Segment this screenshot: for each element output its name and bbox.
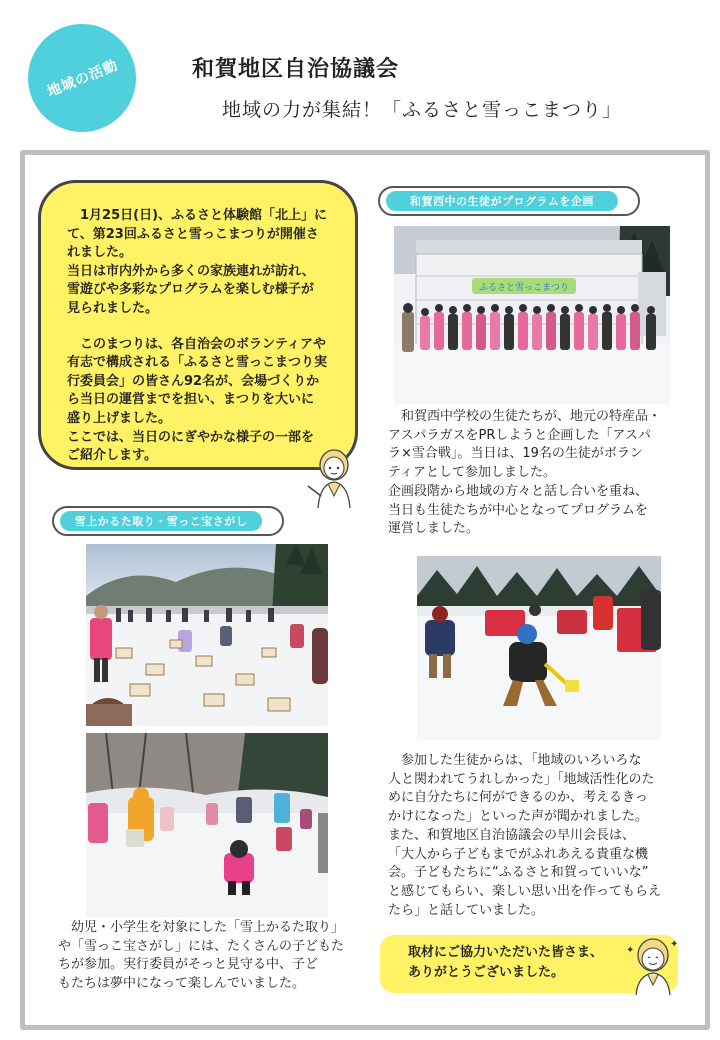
right-text-1: 和賀西中学校の生徒たちが、地元の特産品・ アスパラガスをPRしようと企画した「アスパ ラ×雪合戦」。当日は、19名の生徒がボラン ティアとして参加しました。 企画段階から地域の方々と話し合いを重ね、 当日も生徒たちが中心となってプログラムを 運営しました。 [388, 409, 662, 537]
stage-group-photo [394, 226, 670, 404]
left-section-header [52, 506, 284, 536]
stage-banner-text: ふるさと雪っこまつり [478, 283, 570, 293]
right-section-text-2 [388, 752, 692, 920]
left-caption-text: 幼児・小学生を対象にした「雪上かるた取り」 や「雪っこ宝さがし」には、たくさんの子どもた ちが参加。実行委員がそっと見守る中、子ど もたちは夢中になって楽しんでいました。 [58, 920, 345, 992]
karuta-photo [86, 544, 328, 726]
intro-paragraph-2: このまつりは、各自治会のボランティアや 有志で構成される「ふるさと雪っこまつり実 行委員会」の皆さん92名が、会場づくりか ら当日の運営までを担い、まつりを大いに 盛り上げました。 ここでは、当日のにぎやかな様子の一部を ご紹介します。 [67, 336, 328, 464]
intro-paragraph-1: 1月25日(日)、ふるさと体験館「北上」に て、第23回ふるさと雪っこまつりが開催さ れました。 当日は市内外から多くの家族連れが訪れ、 雪遊びや多彩なプログラムを楽しむ様子が 見られました。 [67, 208, 328, 316]
right-text-2: 参加した生徒からは、「地域のいろいろな 人と関われてうれしかった」「地域活性化のた めに自分たちに何ができるのか、考えるきっ かけになった」といった声が聞かれました。 また、和賀地区自治協議会の早川会長は、 「大人から子どもまでがふれあえる貴重な機 会。子どもたちに“ふるさと和賀っていいな” と感じてもらい、楽しい思い出を作ってもらえ たら」と話していました。 [388, 753, 662, 918]
teacher-illustration-icon [304, 448, 362, 510]
thanks-illustration-icon [622, 933, 684, 995]
svg-text:✦: ✦ [626, 945, 635, 956]
organization-title: 和賀地区自治協議会 [192, 57, 400, 82]
left-section-caption [58, 919, 358, 994]
snowball-fight-photo [417, 556, 661, 740]
intro-box [38, 180, 358, 470]
treasure-hunt-photo [86, 733, 328, 917]
headline: 地域の力が集結！「ふるさと雪っこまつり」 [222, 99, 623, 121]
right-section-header [378, 186, 640, 216]
left-section-title: 雪上かるた取り・雪っこ宝さがし [60, 511, 262, 531]
thanks-text: 取材にご協力いただいた皆さま、 ありがとうございました。 [408, 945, 604, 980]
right-section-title: 和賀西中の生徒がプログラムを企画 [386, 191, 618, 211]
badge-label: 地域の活動 [44, 57, 121, 101]
section-badge [28, 24, 136, 132]
right-section-text-1 [388, 408, 692, 539]
svg-text:✦: ✦ [670, 939, 679, 950]
